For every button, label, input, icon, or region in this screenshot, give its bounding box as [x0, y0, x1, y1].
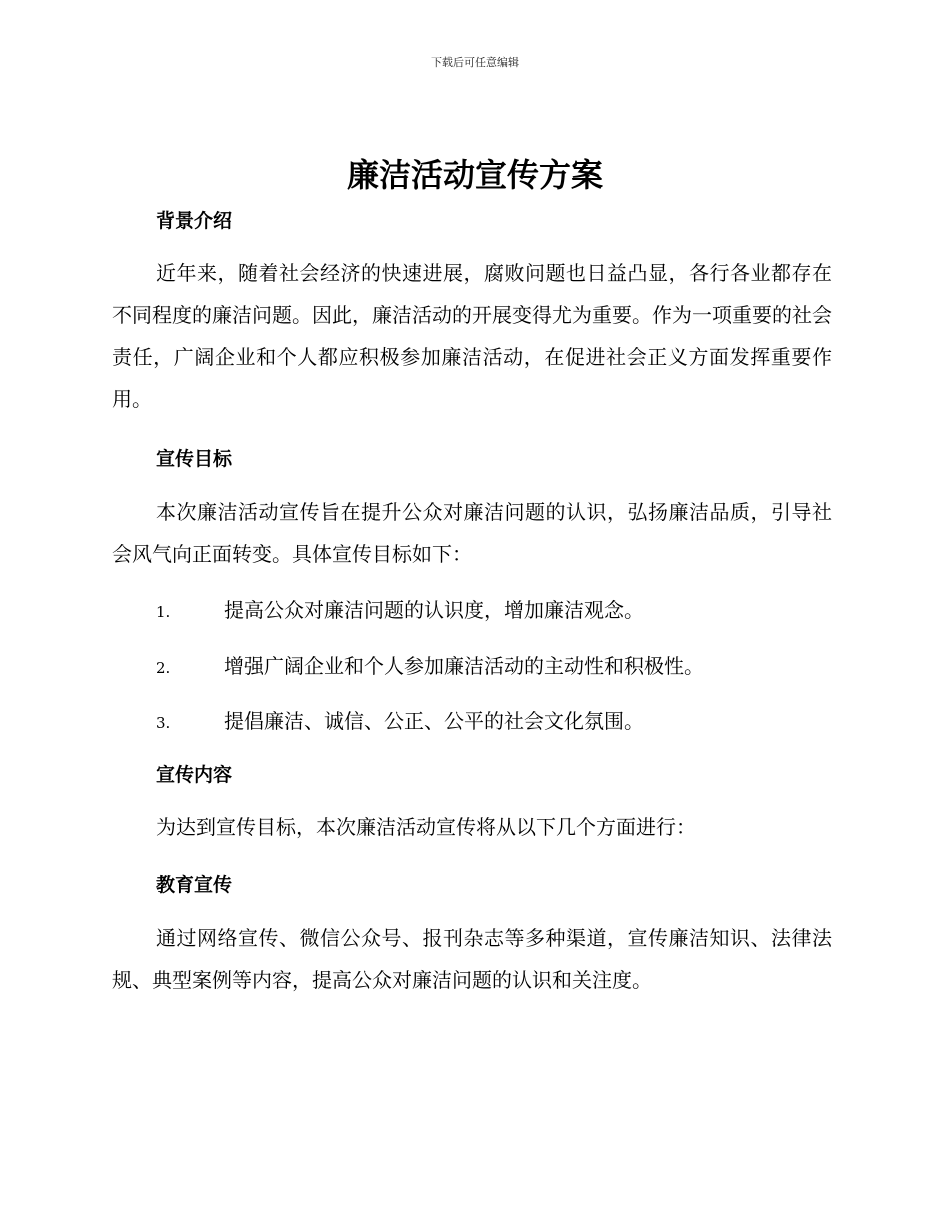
list-item [156, 594, 644, 623]
list-item [156, 705, 644, 734]
document-title: 廉洁活动宣传方案 [346, 156, 603, 194]
list-number: 3. [156, 714, 171, 732]
heading-goals: 宣传目标 [156, 448, 233, 470]
list-text: 增强广阔企业和个人参加廉洁活动的主动性和积极性。 [224, 654, 704, 678]
list-number: 2. [156, 659, 171, 677]
paragraph-content: 为达到宣传目标，本次廉洁活动宣传将从以下几个方面进行： [156, 815, 696, 839]
list-number: 1. [156, 603, 171, 621]
list-item [156, 650, 704, 679]
list-text: 提高公众对廉洁问题的认识度，增加廉洁观念。 [224, 598, 644, 622]
heading-education: 教育宣传 [156, 874, 233, 896]
list-text: 提倡廉洁、诚信、公正、公平的社会文化氛围。 [224, 709, 644, 733]
heading-content: 宣传内容 [156, 764, 233, 786]
heading-background: 背景介绍 [156, 210, 233, 232]
header-note: 下载后可任意编辑 [431, 56, 519, 69]
paragraph-education: 通过网络宣传、微信公众号、报刊杂志等多种渠道，宣传廉洁知识、法律法规、典型案例等内容，提高公众对廉洁问题的认识和关注度。 [112, 926, 832, 992]
paragraph-background: 近年来，随着社会经济的快速进展，腐败问题也日益凸显，各行各业都存在不同程度的廉洁问题。因此，廉洁活动的开展变得尤为重要。作为一项重要的社会责任，广阔企业和个人都应积极参加廉洁活动，在促进社会正义方面发挥重要作用。 [112, 261, 832, 411]
paragraph-goals: 本次廉洁活动宣传旨在提升公众对廉洁问题的认识，弘扬廉洁品质，引导社会风气向正面转变。具体宣传目标如下： [112, 500, 832, 566]
